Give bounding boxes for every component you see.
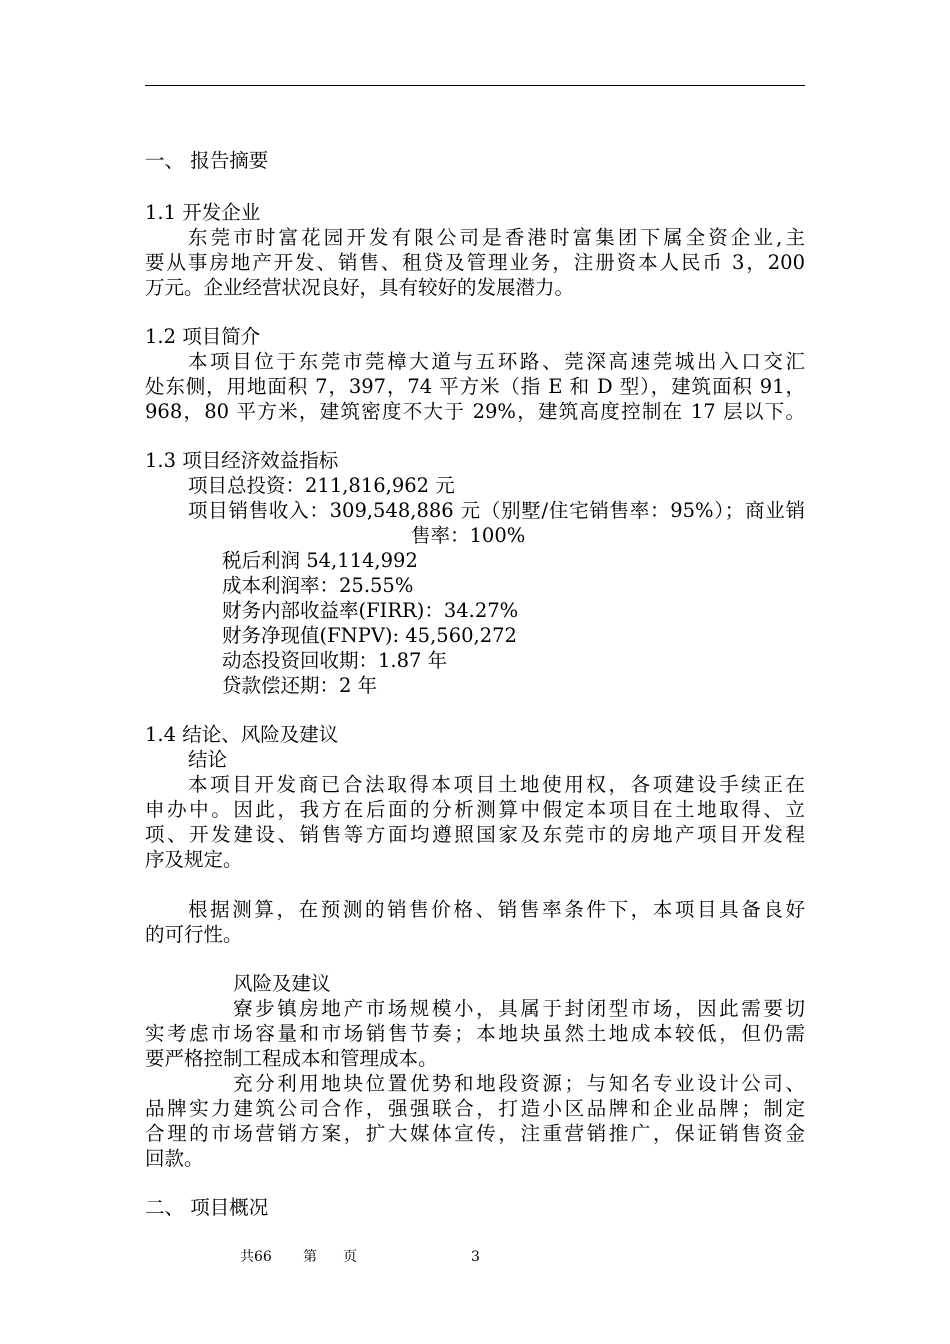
total-investment: 项目总投资：211,816,962 元	[188, 474, 455, 497]
conclusion-p1-line-2: 申办中。因此，我方在后面的分析测算中假定本项目在土地取得、立	[145, 798, 805, 821]
s11-line-3: 万元。企业经营状况良好，具有较好的发展潜力。	[145, 276, 575, 299]
risk-p2-line-3: 合理的市场营销方案，扩大媒体宣传，注重营销推广，保证销售资金	[145, 1122, 805, 1145]
header-rule	[145, 85, 805, 86]
sales-rate-cont: 售率：100%	[411, 524, 526, 547]
s12-line-1: 本项目位于东莞市莞樟大道与五环路、莞深高速莞城出入口交汇	[188, 350, 805, 373]
firr: 财务内部收益率(FIRR)：34.27%	[222, 599, 519, 622]
footer-ye: 页	[343, 1249, 357, 1265]
conclusion-p1-line-3: 项、开发建设、销售等方面均遵照国家及东莞市的房地产项目开发程	[145, 823, 805, 846]
risk-p1-line-2: 实考虑市场容量和市场销售节奏；本地块虽然土地成本较低，但仍需	[145, 1022, 805, 1045]
section-1-4-heading: 1.4 结论、风险及建议	[145, 723, 339, 746]
conclusion-p2-line-1: 根据测算，在预测的销售价格、销售率条件下，本项目具备良好	[188, 898, 805, 921]
footer-di: 第	[303, 1249, 317, 1265]
risk-p2-line-4: 回款。	[145, 1147, 204, 1170]
risk-p2-line-2: 品牌实力建筑公司合作，强强联合，打造小区品牌和企业品牌；制定	[145, 1097, 805, 1120]
section-2-heading: 二、 项目概况	[145, 1196, 269, 1219]
footer-page-number: 3	[471, 1249, 480, 1265]
payback-period: 动态投资回收期：1.87 年	[222, 649, 448, 672]
section-1-2-heading: 1.2 项目简介	[145, 325, 261, 348]
sales-revenue: 项目销售收入：309,548,886 元（别墅/住宅销售率：95%）；商业销	[188, 499, 805, 522]
cost-profit-rate: 成本利润率：25.55%	[222, 574, 414, 597]
s11-line-2: 要从事房地产开发、销售、租贷及管理业务，注册资本人民币 3，200	[145, 251, 805, 274]
conclusion-p1-line-1: 本项目开发商已合法取得本项目土地使用权，各项建设手续正在	[188, 773, 805, 796]
risk-p1-line-3: 要严格控制工程成本和管理成本。	[145, 1047, 438, 1070]
fnpv: 财务净现值(FNPV): 45,560,272	[222, 624, 517, 647]
s12-line-2: 处东侧，用地面积 7，397，74 平方米（指 E 和 D 型），建筑面积 91，	[145, 375, 805, 398]
footer-total-pages: 共66	[240, 1249, 272, 1265]
section-1-1-heading: 1.1 开发企业	[145, 201, 261, 224]
profit-after-tax: 税后利润 54,114,992	[222, 549, 418, 572]
conclusion-title: 结论	[188, 748, 228, 771]
conclusion-p1-line-4: 序及规定。	[145, 848, 243, 871]
risk-p2-line-1: 充分利用地块位置优势和地段资源；与知名专业设计公司、	[233, 1072, 805, 1095]
s12-line-3: 968，80 平方米，建筑密度不大于 29%，建筑高度控制在 17 层以下。	[145, 400, 805, 423]
s11-line-1: 东莞市时富花园开发有限公司是香港时富集团下属全资企业,主	[188, 226, 805, 249]
section-1-heading: 一、 报告摘要	[145, 149, 269, 172]
conclusion-p2-line-2: 的可行性。	[145, 923, 243, 946]
risk-p1-line-1: 寮步镇房地产市场规模小，具属于封闭型市场，因此需要切	[233, 997, 805, 1020]
loan-repayment: 贷款偿还期：2 年	[222, 674, 378, 697]
section-1-3-heading: 1.3 项目经济效益指标	[145, 449, 339, 472]
risk-title: 风险及建议	[233, 972, 331, 995]
